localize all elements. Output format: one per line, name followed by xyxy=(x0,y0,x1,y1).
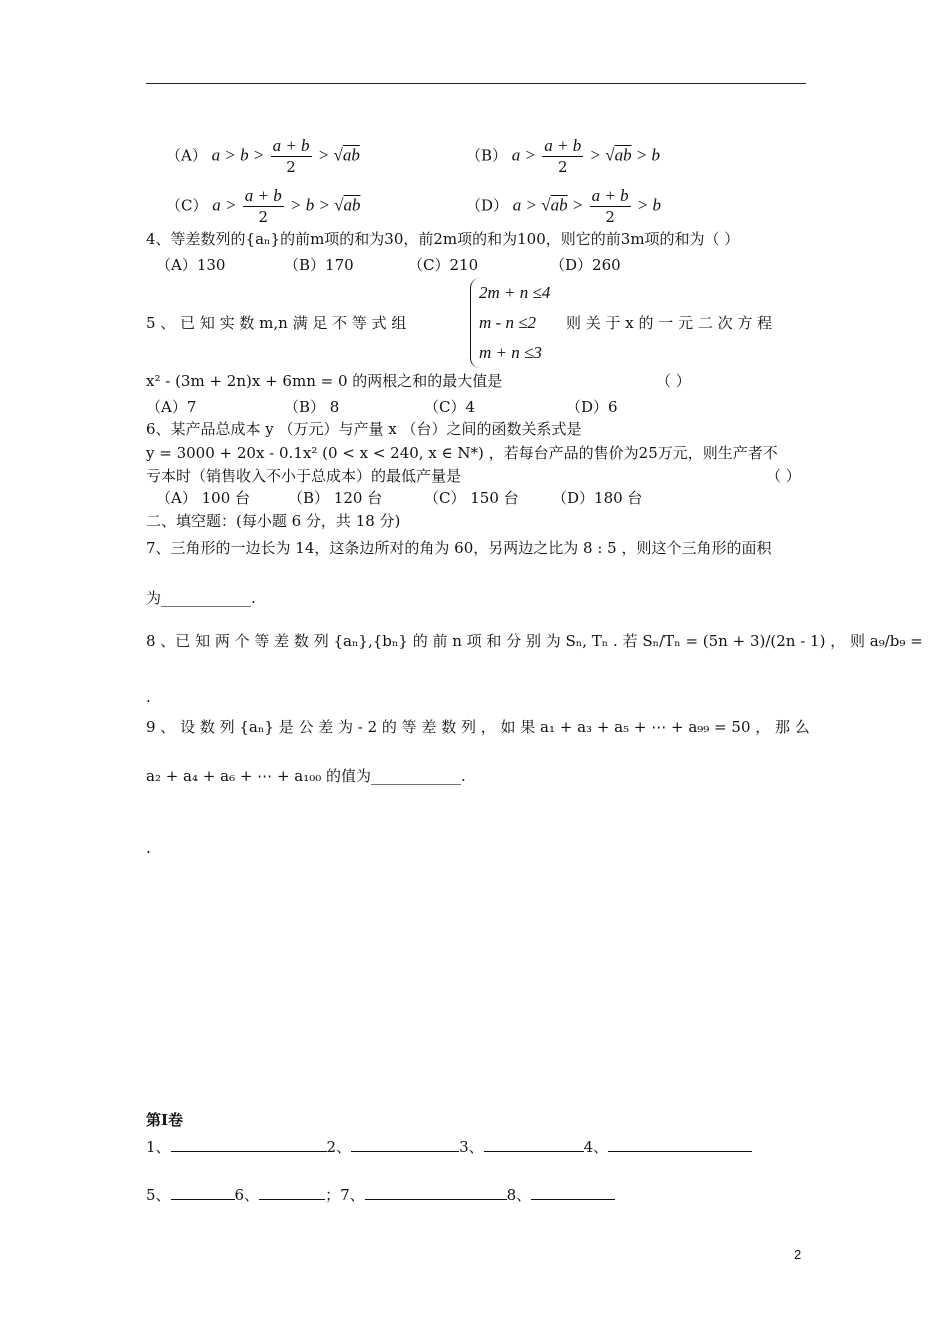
q5-answer-paren: （ ） xyxy=(656,372,691,390)
q5-stem-start: 5 、 已 知 实 数 m,n 满 足 不 等 式 组 xyxy=(146,314,407,332)
q6-option-b: （B） 120 台 xyxy=(288,489,383,507)
q5-option-b: （B） 8 xyxy=(284,398,340,416)
q5-inequality-2: m - n ≤2 xyxy=(479,313,537,332)
q4-option-a: （A）130 xyxy=(156,256,226,274)
q5-inequality-system xyxy=(470,278,550,368)
q8-line-1: 8 、已 知 两 个 等 差 数 列 {aₙ},{bₙ} 的 前 n 项 和 分 别 为 Sₙ, Tₙ . 若 Sₙ/Tₙ = (5n + 3)/(2n - 1) ， 则 a₉/b₉ = xyxy=(146,632,923,650)
answer-label-4: 4、 xyxy=(583,1138,609,1156)
q5-option-c: （C）4 xyxy=(424,398,476,416)
answer-blank-4[interactable] xyxy=(608,1137,752,1152)
header-rule xyxy=(146,83,806,84)
q5-inequality-3: m + n ≤3 xyxy=(479,343,542,362)
answer-blank-7[interactable] xyxy=(365,1185,507,1200)
q4-stem: 4、等差数列的{aₙ}的前m项的和为30，前2m项的和为100，则它的前3m项的和为（ ） xyxy=(146,230,740,248)
answer-row-2 xyxy=(146,1185,615,1205)
answer-blank-8[interactable] xyxy=(531,1185,615,1200)
q6-line-1: 6、某产品总成本 y （万元）与产量 x （台）之间的函数关系式是 xyxy=(146,420,582,438)
q4-option-d: （D）260 xyxy=(550,256,621,274)
q6-option-a: （A） 100 台 xyxy=(156,489,250,507)
q3-option-d: （D） a > √ab > $\frac{a + b}{2}$ > b xyxy=(466,186,662,226)
q8-line-2: . xyxy=(146,688,151,706)
answer-blank-6[interactable] xyxy=(259,1185,325,1200)
answer-blank-2[interactable] xyxy=(351,1137,459,1152)
answer-label-7: ；7、 xyxy=(325,1186,365,1204)
q5-option-d: （D）6 xyxy=(566,398,618,416)
answer-label-3: 3、 xyxy=(459,1138,484,1156)
page-number: 2 xyxy=(794,1247,802,1262)
answer-label-2: 2、 xyxy=(326,1138,352,1156)
answer-label-6: 6、 xyxy=(234,1186,260,1204)
q3-option-b: （B） a > $\frac{a + b}{2}$ > √ab > b xyxy=(466,136,661,176)
q7-line-1: 7、三角形的一边长为 14，这条边所对的角为 60，另两边之比为 8 : 5 ，则这个三角形的面积 xyxy=(146,539,772,557)
answer-row-1 xyxy=(146,1137,752,1157)
answer-blank-1[interactable] xyxy=(171,1137,327,1152)
answer-label-8: 8、 xyxy=(506,1186,532,1204)
answer-label-5: 5、 xyxy=(146,1186,171,1204)
q4-option-b: （B）170 xyxy=(284,256,354,274)
answer-blank-5[interactable] xyxy=(171,1185,235,1200)
q6-line-3: 亏本时（销售收入不小于总成本）的最低产量是 xyxy=(146,467,462,485)
q3-option-c: （C） a > $\frac{a + b}{2}$ > b > √ab xyxy=(166,186,361,226)
q6-option-d: （D）180 台 xyxy=(552,489,643,507)
q9-line-1: 9 、 设 数 列 {aₙ} 是 公 差 为 - 2 的 等 差 数 列 ， 如 果 a₁ + a₃ + a₅ + ⋯ + a₉₉ = 50 ， 那 么 xyxy=(146,718,810,736)
q5-inequality-1: 2m + n ≤4 xyxy=(479,283,551,302)
q6-option-c: （C） 150 台 xyxy=(424,489,519,507)
q3-option-a: （A） a > b > $\frac{a + b}{2}$ > √ab xyxy=(166,136,360,176)
q6-answer-paren: （ ） xyxy=(766,467,801,485)
q9-line-3: . xyxy=(146,839,151,857)
q5-stem-mid: 则 关 于 x 的 一 元 二 次 方 程 xyxy=(566,314,773,332)
q9-line-2: a₂ + a₄ + a₆ + ⋯ + a₁₀₀ 的值为____________. xyxy=(146,767,466,785)
q5-stem-end: x² - (3m + 2n)x + 6mn = 0 的两根之和的最大值是 xyxy=(146,372,503,390)
answer-blank-3[interactable] xyxy=(484,1137,584,1152)
answer-label-1: 1、 xyxy=(146,1138,171,1156)
answer-section-title: 第Ⅰ卷 xyxy=(146,1111,184,1129)
q5-option-a: （A）7 xyxy=(146,398,197,416)
section-2-heading: 二、填空题：(每小题 6 分，共 18 分) xyxy=(146,512,401,530)
q7-line-2: 为____________. xyxy=(146,589,256,607)
q6-line-2: y = 3000 + 20x - 0.1x² (0 < x < 240, x ∈ N*) ，若每台产品的售价为25万元，则生产者不 xyxy=(146,444,778,462)
q4-option-c: （C）210 xyxy=(408,256,479,274)
